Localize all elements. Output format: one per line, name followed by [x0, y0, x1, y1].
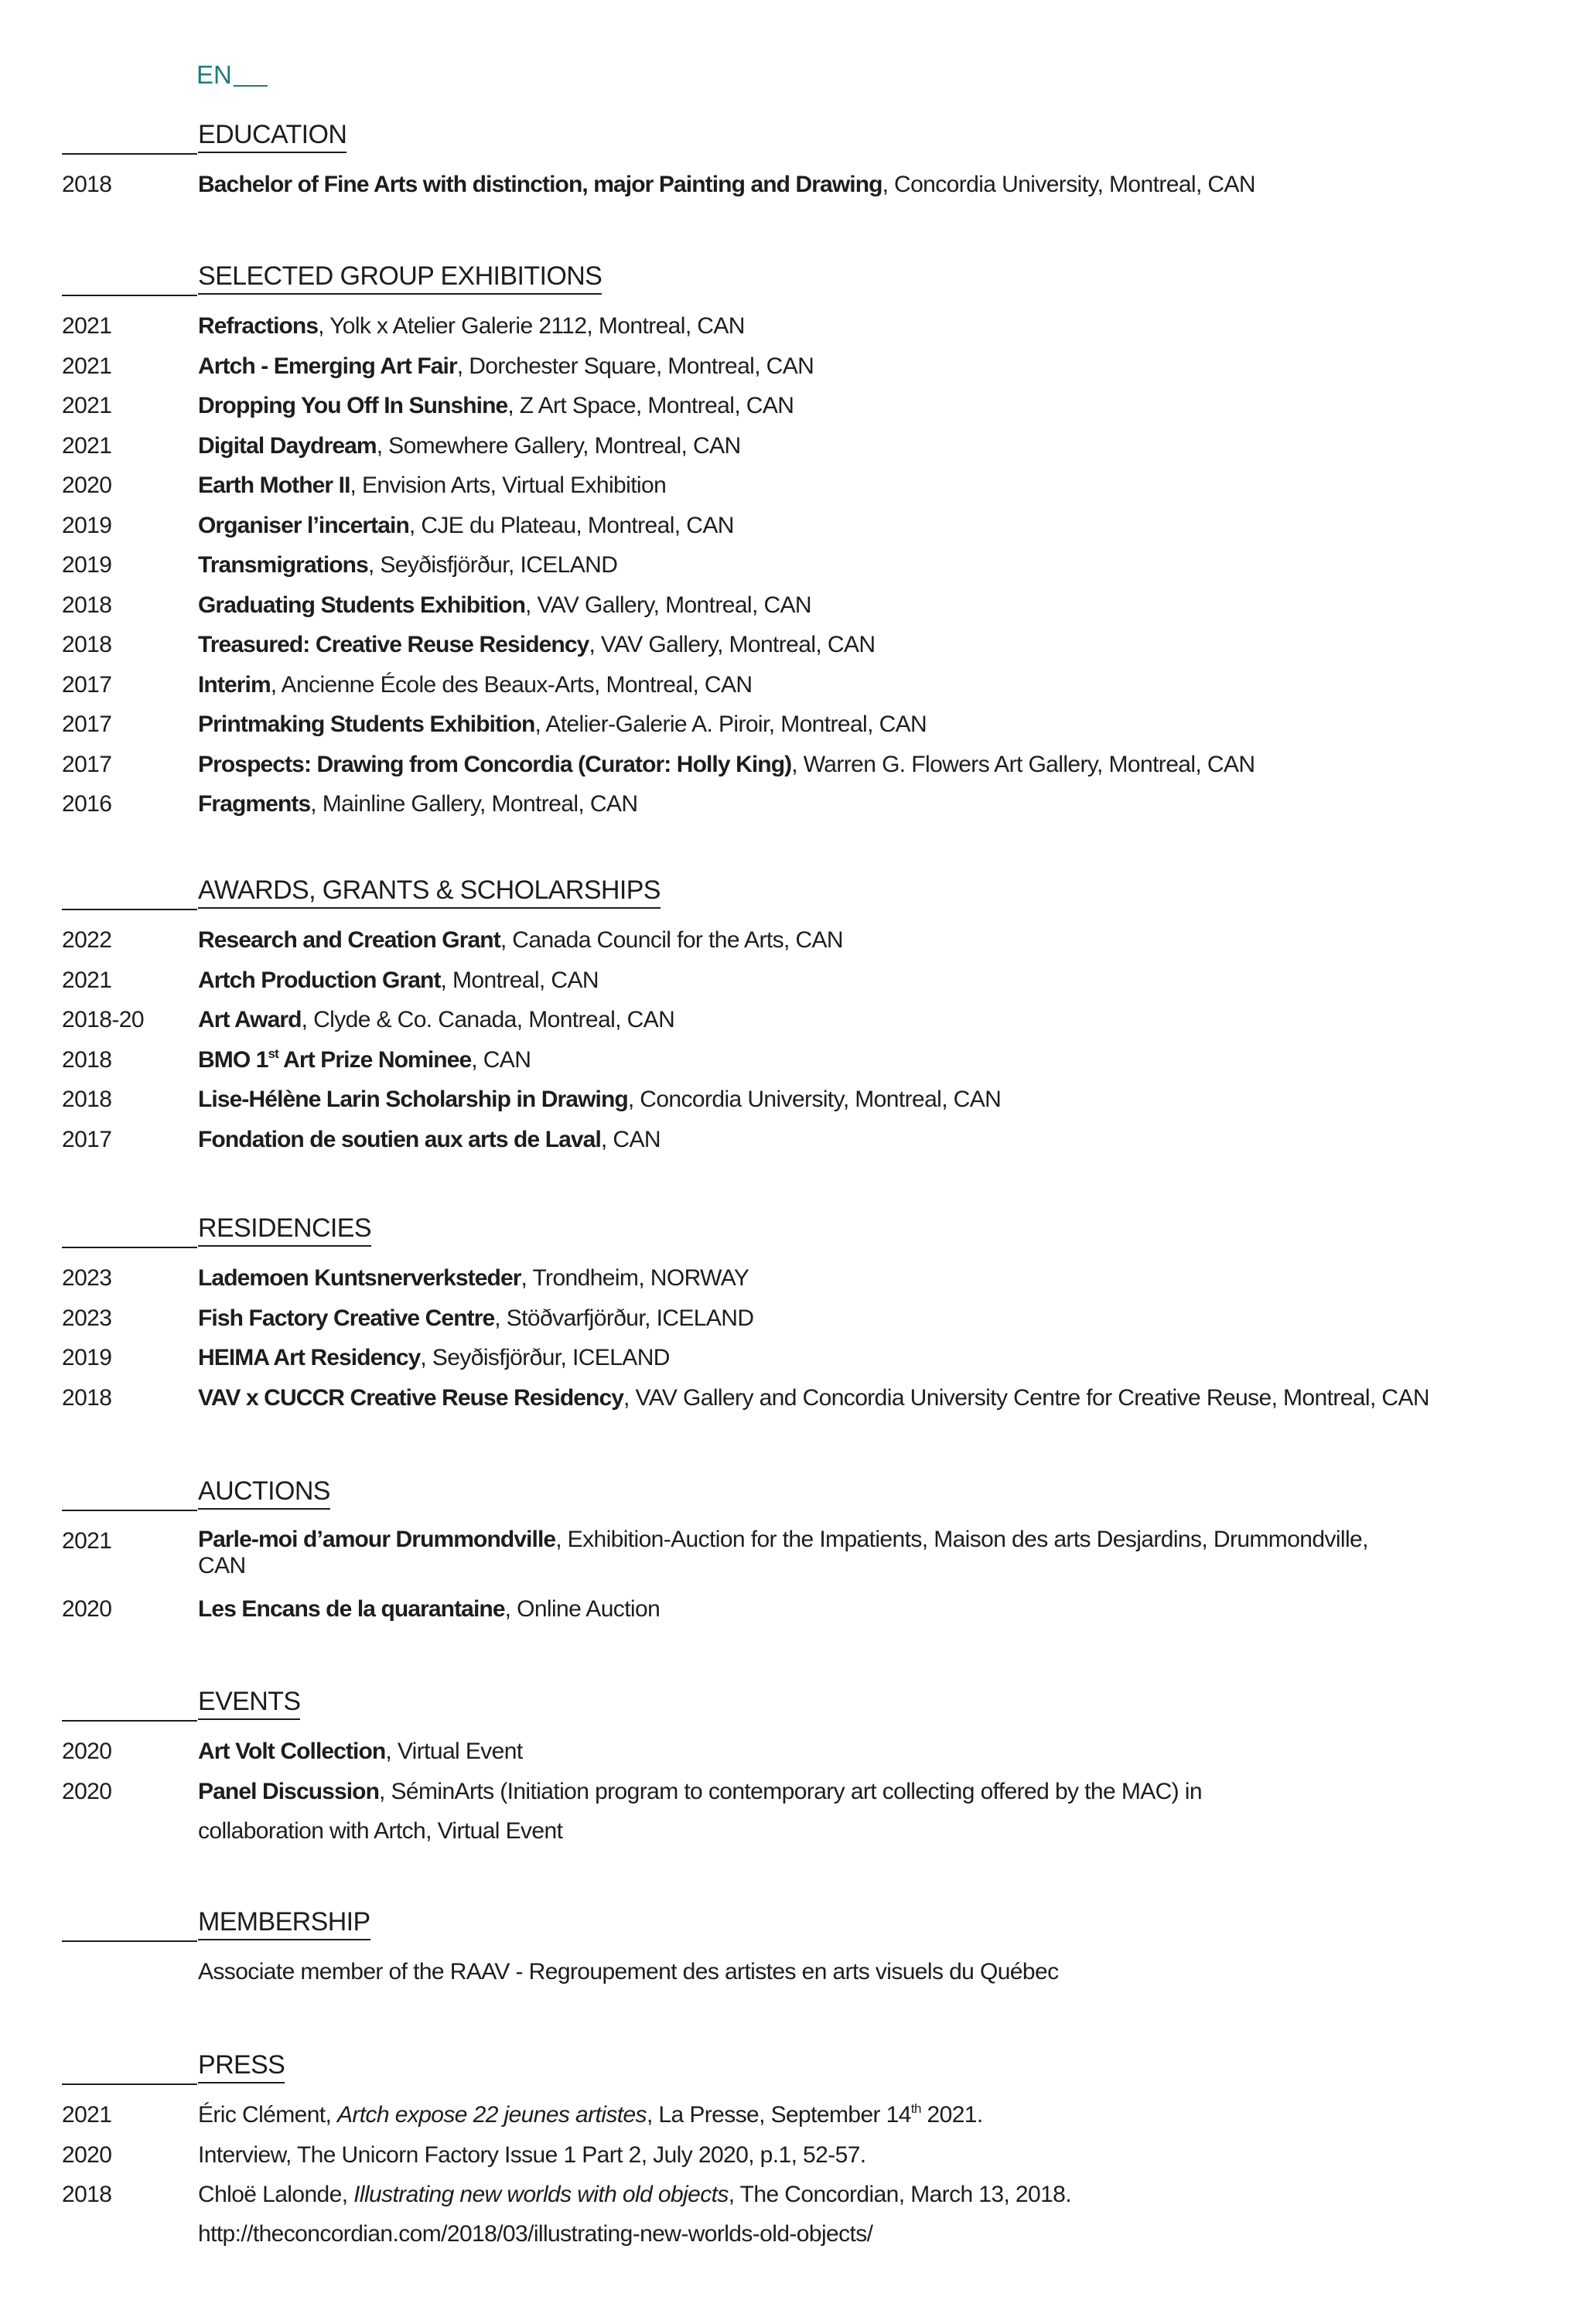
- entry-details: , Ancienne École des Beaux-Arts, Montreal, CAN: [270, 671, 753, 698]
- entry-title: Les Encans de la quarantaine: [198, 1596, 505, 1622]
- cv-entry: [0, 966, 1584, 1006]
- section-group-exhibitions: [0, 261, 1584, 830]
- section-title: RESIDENCIES: [198, 1213, 371, 1247]
- cv-entry: [0, 591, 1584, 631]
- entry-title: Fragments: [198, 791, 311, 817]
- section-title: AUCTIONS: [198, 1476, 330, 1510]
- section-auctions: [0, 1476, 1584, 1635]
- section-education: [0, 119, 1584, 210]
- entry-details: , Clyde & Co. Canada, Montreal, CAN: [301, 1007, 675, 1032]
- entry-year: 2020: [62, 1739, 112, 1764]
- entry-year: 2021: [62, 2102, 112, 2128]
- cv-entry: [0, 1085, 1584, 1125]
- entry-title: Dropping You Off In Sunshine: [198, 393, 508, 418]
- section-title: EVENTS: [198, 1686, 300, 1720]
- cv-entry: [0, 1527, 1584, 1595]
- entry-title: VAV x CUCCR Creative Reuse Residency: [198, 1384, 624, 1411]
- entry-title: Treasured: Creative Reuse Residency: [198, 632, 589, 657]
- entry-details: , CJE du Plateau, Montreal, CAN: [408, 512, 734, 538]
- section-title: SELECTED GROUP EXHIBITIONS: [198, 261, 602, 295]
- cv-entry: [0, 1005, 1584, 1046]
- section-events: [0, 1686, 1584, 1855]
- entry-title: HEIMA Art Residency: [198, 1345, 421, 1370]
- cv-entry: 2018 Chloë Lalonde, Illustrating new worlds with old objects, The Concordian, March 13, 2018. http://theconcordian.com/2018/03/illustrating-new-worlds-old-objects/: [62, 2182, 1072, 2247]
- cv-entry: [0, 391, 1584, 432]
- article-title: Artch expose 22 jeunes artistes: [336, 2102, 647, 2128]
- section-rule: [62, 1510, 197, 1511]
- entry-title: Prospects: Drawing from Concordia (Curator: Holly King): [198, 751, 792, 777]
- membership-text: Associate member of the RAAV - Regroupement des artistes en arts visuels du Québec: [198, 1959, 1059, 1984]
- section-rule: [62, 909, 197, 910]
- entry-year: 2020: [62, 1596, 112, 1622]
- entry-details: , VAV Gallery, Montreal, CAN: [525, 592, 811, 618]
- entry-details: , Canada Council for the Arts, CAN: [500, 927, 843, 953]
- cv-entry: [0, 1384, 1584, 1424]
- entry-details: , CAN: [600, 1126, 661, 1152]
- section-membership: [0, 1906, 1584, 1998]
- cv-entry: [0, 170, 1584, 210]
- section-residencies: [0, 1213, 1584, 1423]
- entry-title: Transmigrations: [198, 552, 368, 578]
- cv-entry: [0, 710, 1584, 750]
- entry-details: , Online Auction: [504, 1596, 661, 1622]
- cv-entry: [0, 630, 1584, 671]
- entry-title: Fondation de soutien aux arts de Laval: [198, 1126, 601, 1152]
- cv-entry: [0, 1304, 1584, 1344]
- entry-year: 2019: [62, 512, 112, 538]
- section-rule: [62, 1940, 197, 1942]
- entry-year: 2018-20: [62, 1007, 144, 1032]
- entry-year: 2020: [62, 1778, 112, 1804]
- entry-year: 2017: [62, 712, 112, 737]
- entry-details: , Seyðisfjörður, ICELAND: [420, 1345, 670, 1370]
- section-title: AWARDS, GRANTS & SCHOLARSHIPS: [198, 875, 661, 909]
- cv-entry: 2021 Éric Clément, Artch expose 22 jeunes artistes, La Presse, September 14th 2021.: [62, 2101, 983, 2128]
- entry-details: , VAV Gallery and Concordia University Centre for Creative Reuse, Montreal, CAN: [623, 1384, 1429, 1411]
- entry-details: , Trondheim, NORWAY: [521, 1265, 749, 1291]
- cv-entry: [0, 1777, 1584, 1855]
- entry-details: , Montreal, CAN: [440, 967, 599, 993]
- entry-details-cont: collaboration with Artch, Virtual Event: [198, 1817, 563, 1844]
- entry-details: , Z Art Space, Montreal, CAN: [507, 393, 794, 418]
- entry-title: Digital Daydream: [198, 432, 377, 459]
- entry-details: , Exhibition-Auction for the Impatients, Maison des arts Desjardins, Drummondville,: [555, 1527, 1368, 1552]
- entry-year: 2019: [62, 1345, 112, 1370]
- cv-entry: [0, 790, 1584, 830]
- entry-title: Fish Factory Creative Centre: [198, 1305, 495, 1331]
- cv-entry: [0, 1046, 1584, 1086]
- entry-year: 2023: [62, 1305, 112, 1331]
- section-rule: [62, 1247, 197, 1248]
- section-title: MEMBERSHIP: [198, 1906, 370, 1940]
- entry-details: , Concordia University, Montreal, CAN: [627, 1087, 1002, 1112]
- entry-details: , Yolk x Atelier Galerie 2112, Montreal, CAN: [318, 313, 745, 339]
- entry-title: Research and Creation Grant: [198, 927, 500, 953]
- entry-title: Earth Mother II: [198, 473, 350, 498]
- cv-entry: [0, 750, 1584, 790]
- entry-year: 2018: [62, 2182, 112, 2207]
- entry-details: , CAN: [471, 1046, 531, 1073]
- section-press: [0, 2049, 1584, 2257]
- entry-year: 2020: [62, 473, 112, 498]
- entry-year: 2016: [62, 791, 112, 817]
- entry-year: 2020: [62, 2141, 112, 2168]
- entry-title: Organiser l’incertain: [198, 512, 409, 538]
- entry-year: 2017: [62, 1126, 112, 1152]
- entry-year: 2017: [62, 751, 112, 777]
- entry-year: 2018: [62, 1087, 112, 1112]
- entry-title: Art Volt Collection: [198, 1739, 386, 1764]
- cv-entry: [0, 551, 1584, 591]
- cv-entry: [0, 1125, 1584, 1165]
- section-title: EDUCATION: [198, 119, 346, 153]
- entry-year: 2021: [62, 967, 112, 993]
- entry-year: 2018: [62, 1046, 112, 1073]
- entry-details: , Mainline Gallery, Montreal, CAN: [310, 791, 638, 817]
- cv-entry: [0, 511, 1584, 551]
- cv-entry: [0, 1264, 1584, 1304]
- entry-year: 2018: [62, 172, 112, 197]
- entry-title: Bachelor of Fine Arts with distinction, major Painting and Drawing: [198, 172, 882, 197]
- entry-year: 2022: [62, 927, 112, 953]
- entry-details: , Warren G. Flowers Art Gallery, Montreal, CAN: [791, 751, 1255, 777]
- entry-title: Refractions: [198, 313, 319, 339]
- section-rule: [62, 2083, 197, 2085]
- entry-year: 2018: [62, 632, 112, 657]
- cv-entry: [0, 1957, 1584, 1998]
- entry-title: Lademoen Kuntsnerverksteder: [198, 1265, 521, 1291]
- entry-title: Graduating Students Exhibition: [198, 592, 526, 618]
- entry-details: , Stöðvarfjörður, ICELAND: [494, 1305, 754, 1331]
- cv-entry: [0, 432, 1584, 472]
- language-underline: [234, 85, 268, 87]
- entry-details: , Virtual Event: [385, 1739, 523, 1764]
- entry-title: Lise-Hélène Larin Scholarship in Drawing: [198, 1087, 628, 1112]
- cv-entry: 2020 Interview, The Unicorn Factory Issue 1 Part 2, July 2020, p.1, 52-57.: [62, 2141, 866, 2168]
- entry-title: Parle-moi d’amour Drummondville: [198, 1527, 556, 1552]
- entry-details: , Seyðisfjörður, ICELAND: [367, 552, 618, 578]
- cv-entry: [0, 671, 1584, 711]
- entry-title: BMO 1st Art Prize Nominee: [198, 1046, 472, 1073]
- entry-details: , Concordia University, Montreal, CAN: [882, 172, 1255, 197]
- entry-details-cont: CAN: [198, 1553, 246, 1578]
- entry-year: 2021: [62, 313, 112, 339]
- language-marker: EN: [196, 60, 268, 90]
- entry-title: Artch - Emerging Art Fair: [198, 353, 457, 379]
- article-title: Illustrating new worlds with old objects: [353, 2182, 729, 2207]
- cv-entry: [0, 352, 1584, 392]
- article-url: http://theconcordian.com/2018/03/illustrating-new-worlds-old-objects/: [198, 2221, 873, 2247]
- cv-entry: [0, 1595, 1584, 1635]
- entry-title: Panel Discussion: [198, 1778, 380, 1804]
- entry-year: 2021: [62, 1528, 112, 1554]
- entry-year: 2018: [62, 1384, 112, 1411]
- entry-year: 2018: [62, 592, 112, 618]
- entry-year: 2019: [62, 552, 112, 578]
- entry-title: Artch Production Grant: [198, 967, 441, 993]
- section-rule: [62, 295, 197, 296]
- entry-year: 2021: [62, 393, 112, 418]
- section-rule: [62, 153, 197, 155]
- cv-entry: [0, 471, 1584, 511]
- section-rule: [62, 1720, 197, 1722]
- entry-details: , Envision Arts, Virtual Exhibition: [350, 473, 667, 498]
- entry-details: , Dorchester Square, Montreal, CAN: [456, 353, 814, 379]
- entry-year: 2023: [62, 1265, 112, 1291]
- entry-details: , SéminArts (Initiation program to contemporary art collecting offered by the MAC) in: [379, 1778, 1202, 1804]
- entry-details: , Somewhere Gallery, Montreal, CAN: [376, 432, 741, 459]
- section-title: PRESS: [198, 2049, 285, 2083]
- entry-year: 2017: [62, 671, 112, 698]
- cv-entry: [0, 1343, 1584, 1384]
- entry-title: Art Award: [198, 1007, 302, 1032]
- entry-details: , VAV Gallery, Montreal, CAN: [589, 632, 876, 657]
- entry-title: Printmaking Students Exhibition: [198, 712, 535, 737]
- section-awards: [0, 875, 1584, 1165]
- cv-entry: [0, 926, 1584, 966]
- entry-details: , Atelier-Galerie A. Piroir, Montreal, CAN: [534, 712, 927, 737]
- entry-title: Interim: [198, 671, 271, 698]
- cv-entry: [0, 312, 1584, 352]
- entry-year: 2021: [62, 353, 112, 379]
- entry-year: 2021: [62, 432, 112, 459]
